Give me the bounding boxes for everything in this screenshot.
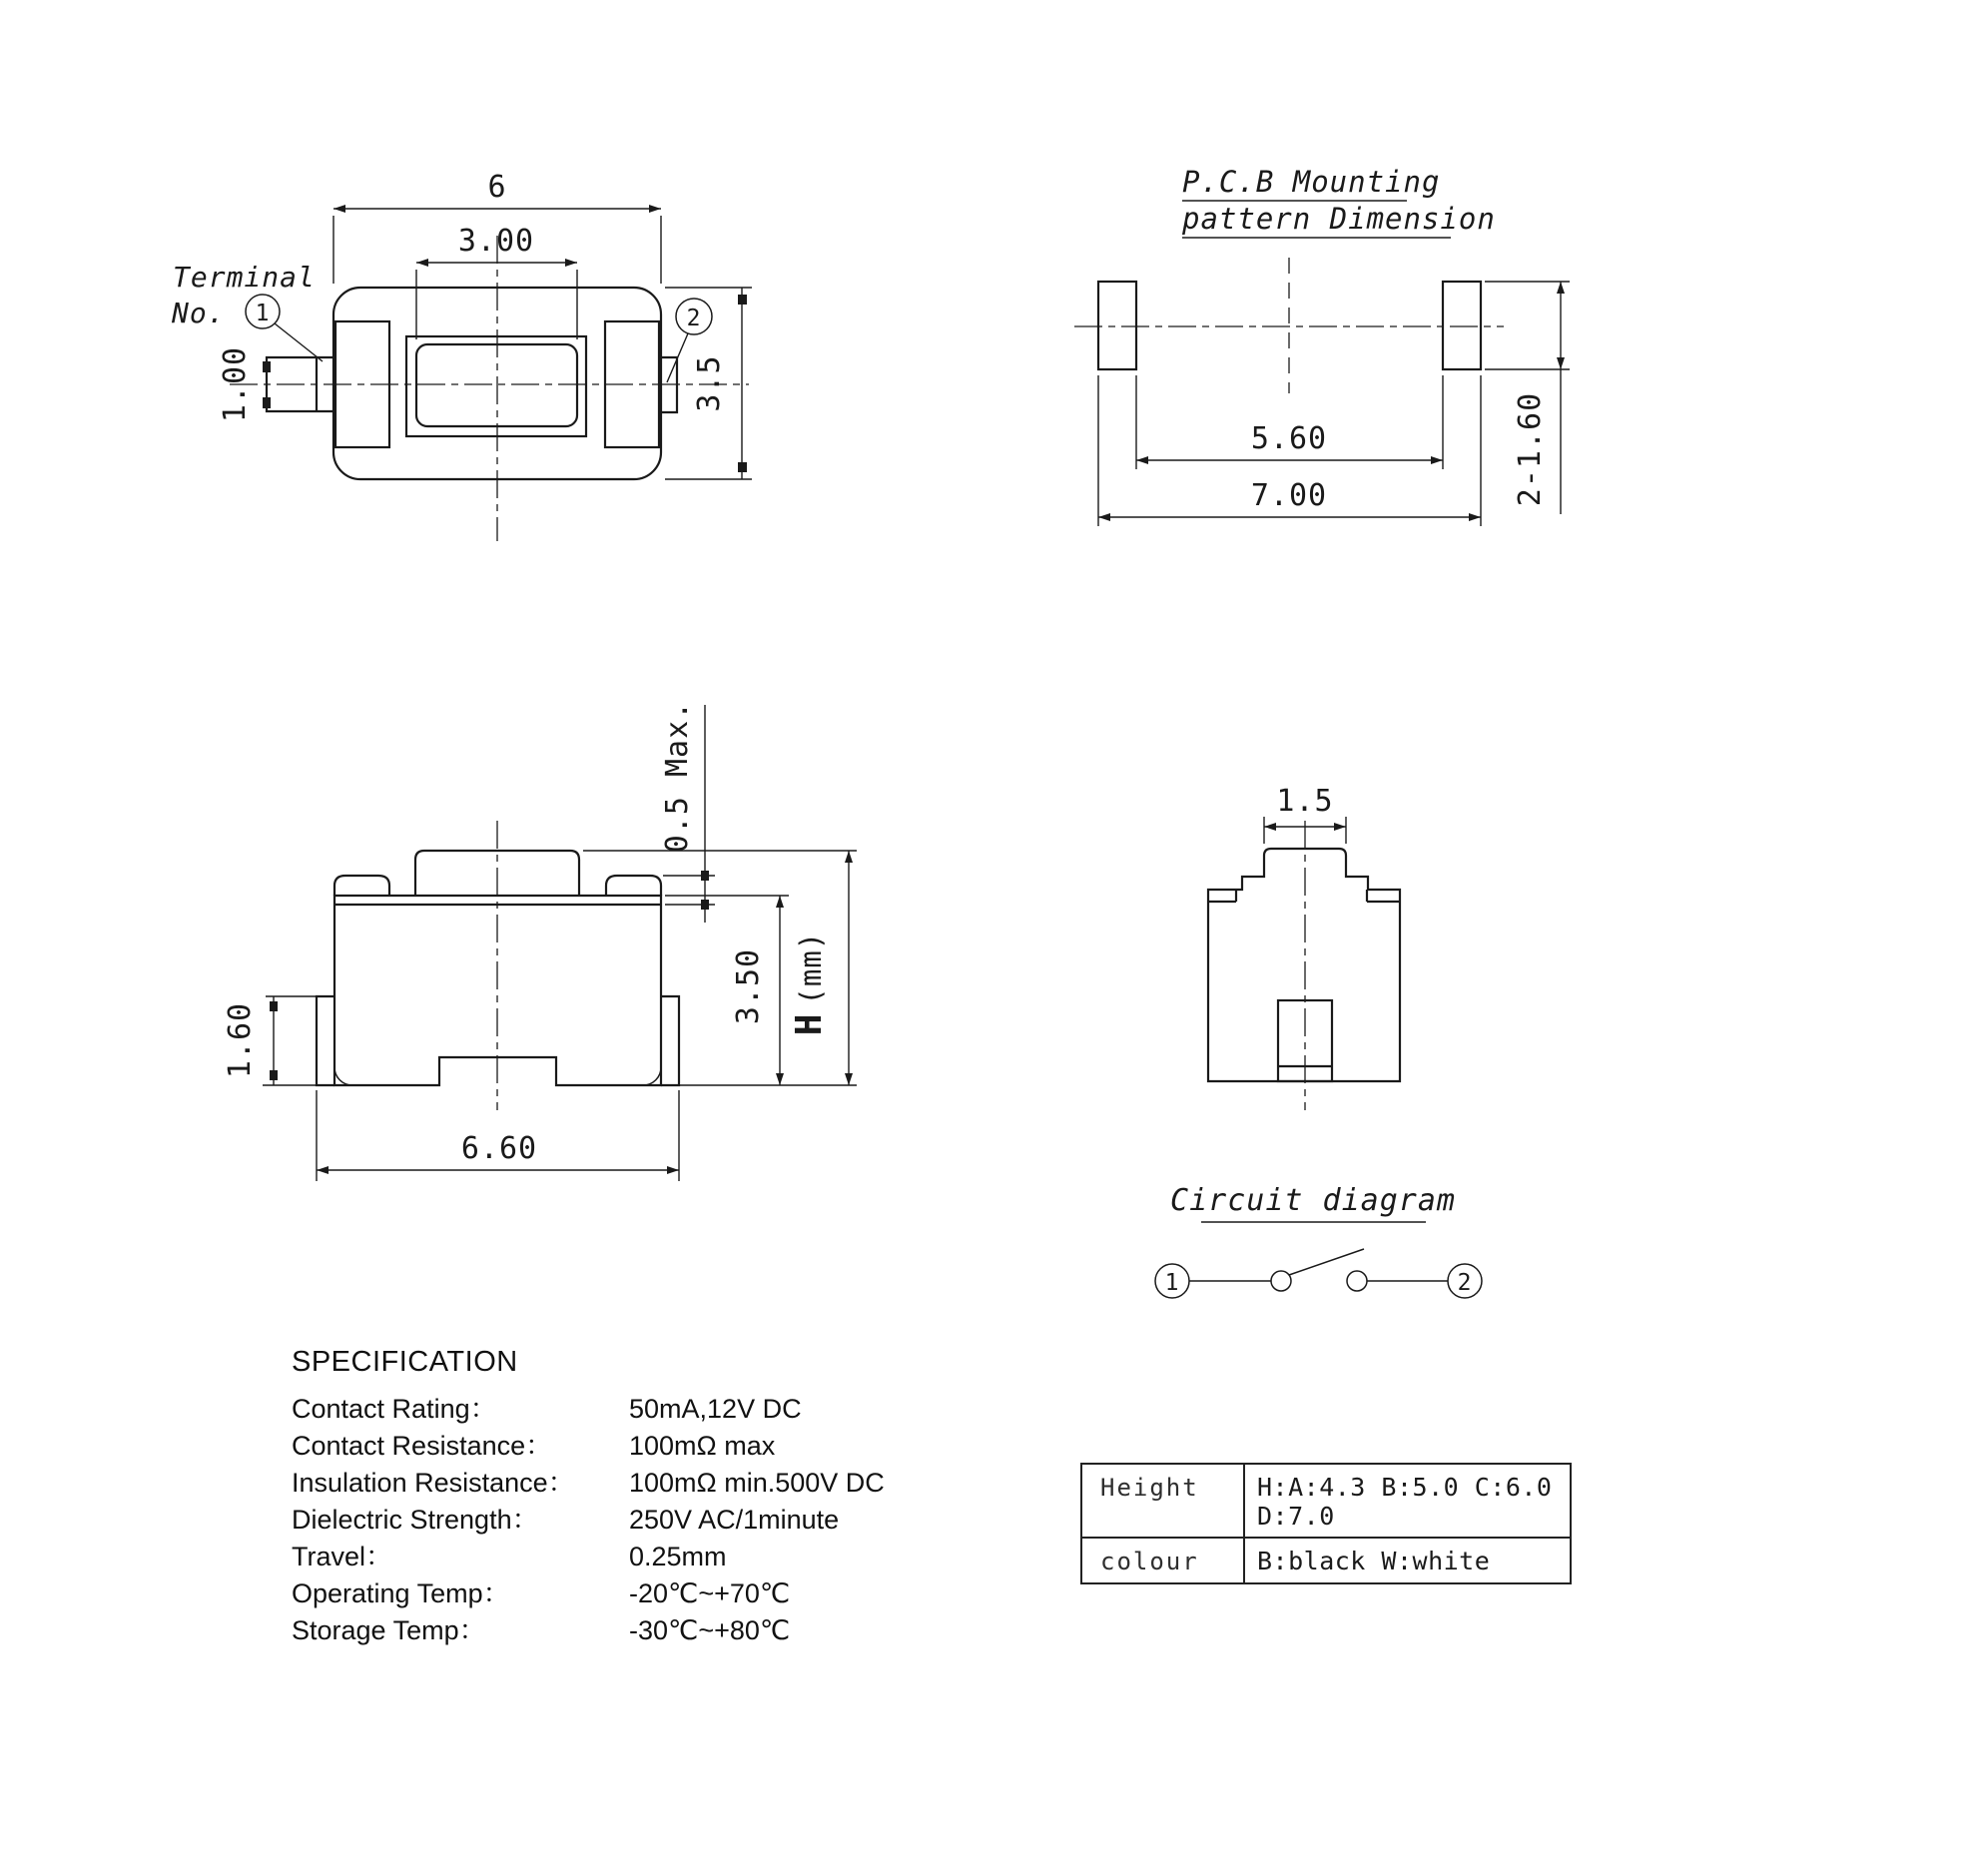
spec-label: Travel： — [292, 1542, 393, 1571]
dim-label-100: 1.00 — [218, 345, 253, 423]
circuit-switch-arm — [1289, 1249, 1364, 1275]
side-terminal-left — [317, 996, 334, 1085]
top-view — [171, 170, 752, 541]
dim-label-660: 6.60 — [460, 1131, 538, 1166]
dim-label-700: 7.00 — [1250, 478, 1328, 513]
spec-label: Dielectric Strength： — [292, 1505, 539, 1535]
spec-label: Operating Temp： — [292, 1578, 510, 1608]
dim-label-6: 6 — [487, 170, 507, 205]
side-bump-left — [334, 876, 389, 896]
side-bump-right — [606, 876, 661, 896]
spec-label: Storage Temp： — [292, 1615, 486, 1645]
circuit-title: Circuit diagram — [1170, 1183, 1456, 1218]
dim-pad-size-2-160 — [1485, 282, 1570, 514]
side-terminal-right — [661, 996, 679, 1085]
circuit-terminal-2-number: 2 — [1457, 1270, 1473, 1296]
spec-label: Insulation Resistance： — [292, 1468, 575, 1498]
spec-row-storage-temp — [292, 1612, 885, 1649]
spec-row-operating-temp — [292, 1575, 885, 1612]
spec-row-travel — [292, 1539, 885, 1575]
spec-row-contact-resistance — [292, 1428, 885, 1465]
dim-total-height-h — [583, 851, 857, 1085]
circuit-contact-right — [1347, 1271, 1367, 1291]
dim-terminal-height-160 — [223, 996, 317, 1085]
dim-stem-05max — [660, 701, 715, 923]
dim-body-height-350 — [665, 896, 789, 1085]
spec-row-dielectric-strength — [292, 1502, 885, 1539]
circuit-contact-left — [1271, 1271, 1291, 1291]
table-header-colour: colour — [1082, 1539, 1245, 1582]
spec-value: 100mΩ max — [629, 1431, 776, 1461]
pcb-pad-left — [1098, 282, 1136, 369]
spec-row-insulation-resistance — [292, 1465, 885, 1502]
pcb-pad-right — [1443, 282, 1481, 369]
dim-label-300: 3.00 — [457, 224, 535, 259]
dim-label-350: 3.50 — [731, 947, 766, 1025]
table-value-height: H:A:4.3 B:5.0 C:6.0 D:7.0 — [1257, 1473, 1553, 1531]
spec-value: 100mΩ min.500V DC — [629, 1468, 885, 1498]
dim-label-160: 1.60 — [223, 1001, 258, 1079]
terminal-2-number: 2 — [686, 306, 702, 331]
dim-label-35: 3.5 — [692, 354, 727, 412]
dim-label-560: 5.60 — [1250, 421, 1328, 456]
spec-value: 250V AC/1minute — [629, 1505, 840, 1535]
table-value-colour: B:black W:white — [1257, 1547, 1491, 1575]
spec-value: -30℃~+80℃ — [629, 1615, 791, 1645]
spec-value: 0.25mm — [629, 1542, 727, 1571]
spec-label: Contact Resistance： — [292, 1431, 553, 1461]
specification-title: SPECIFICATION — [292, 1346, 518, 1378]
spec-value: 50mA,12V DC — [629, 1394, 802, 1424]
dim-label-h-symbol: H — [789, 1012, 830, 1036]
front-body — [1208, 849, 1400, 1081]
pcb-title-line1: P.C.B Mounting — [1182, 165, 1441, 199]
terminal-label: Terminal — [173, 261, 316, 294]
dim-label-h — [789, 932, 830, 1036]
circuit-diagram — [1155, 1183, 1482, 1298]
dim-label-2-160: 2-1.60 — [1513, 391, 1548, 507]
spec-label: Contact Rating： — [292, 1394, 497, 1424]
terminal-1-number: 1 — [255, 301, 271, 326]
specification-block — [292, 1346, 885, 1649]
front-view — [1208, 784, 1400, 1110]
spec-row-contact-rating — [292, 1391, 885, 1428]
options-table — [1080, 1463, 1572, 1584]
table-header-height: Height — [1082, 1465, 1245, 1537]
side-view-outline — [317, 821, 679, 1110]
dim-label-05max: 0.5 Max. — [660, 700, 695, 854]
dim-label-15: 1.5 — [1276, 784, 1334, 819]
spec-value: -20℃~+70℃ — [629, 1578, 791, 1608]
table-row-height — [1082, 1465, 1570, 1539]
table-row-colour — [1082, 1539, 1570, 1582]
dim-label-h-unit: (mm) — [794, 931, 828, 1005]
circuit-terminal-1-number: 1 — [1164, 1270, 1180, 1296]
terminal-no-label: No. — [172, 297, 226, 329]
pcb-mounting-pattern — [1074, 165, 1570, 526]
terminal-1-leader — [275, 323, 323, 361]
dim-terminal-width-100 — [218, 346, 271, 422]
side-view — [223, 701, 857, 1181]
pcb-title-line2: pattern Dimension — [1182, 202, 1496, 236]
